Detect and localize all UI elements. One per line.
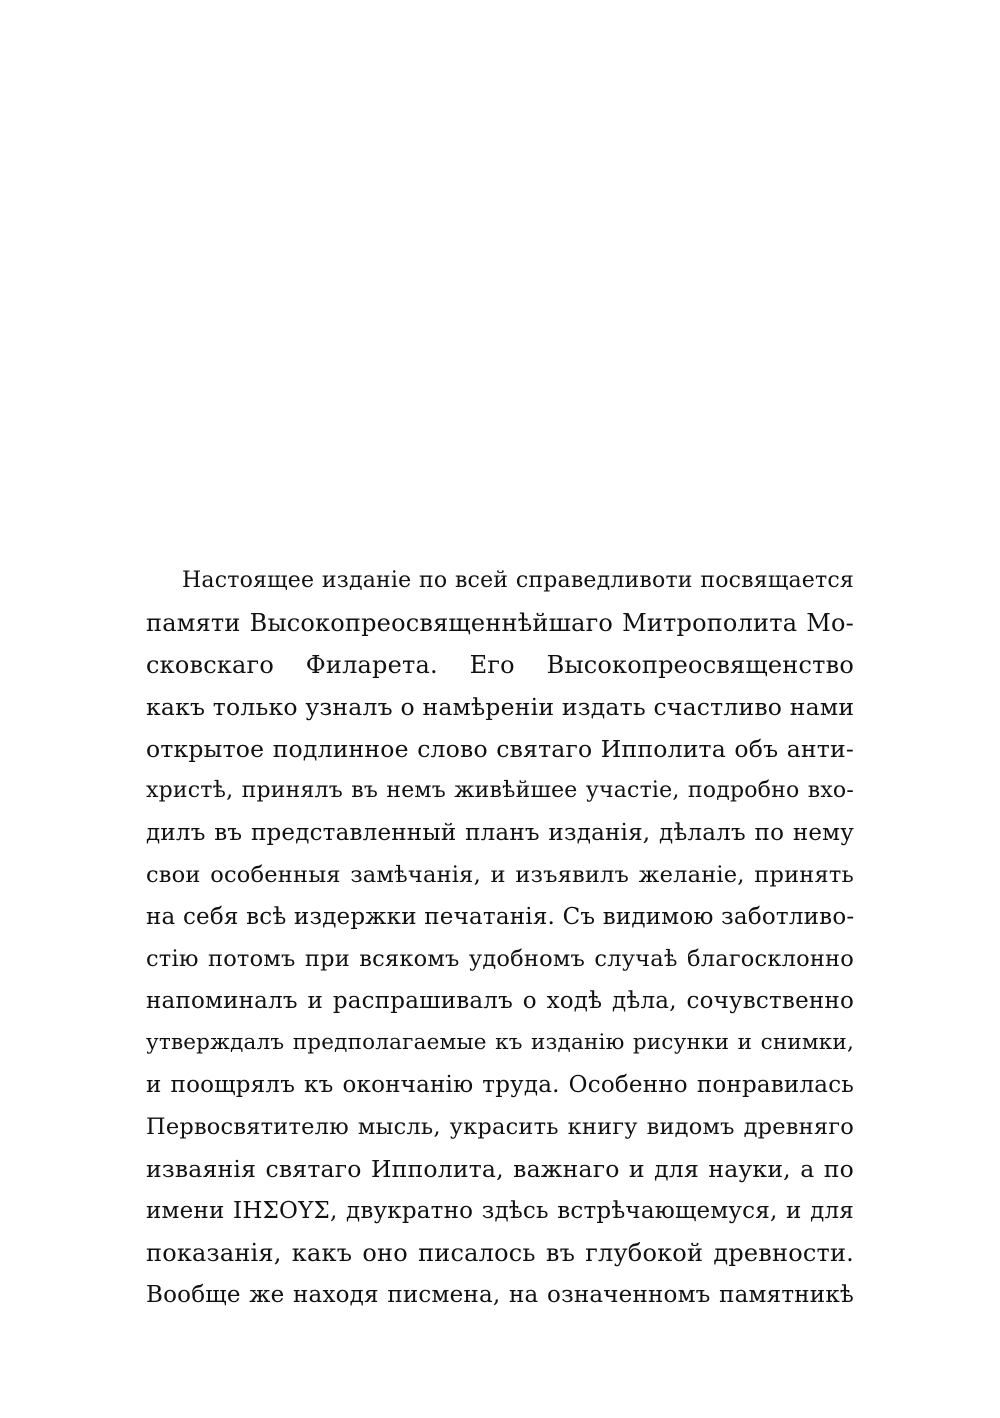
- text-line: Настоящее изданіе по всей справедливоти посвящается: [182, 568, 854, 593]
- text-line: напоминалъ и распрашивалъ о ходѣ дѣла, сочувственно: [146, 988, 854, 1014]
- text-line: показанія, какъ оно писалось въ глубокой древности.: [146, 1239, 854, 1267]
- text-line: христѣ, принялъ въ немъ живѣйшее участіе, подробно вхо-: [146, 778, 854, 803]
- text-line: дилъ въ представленный планъ изданія, дѣлалъ по нему: [146, 820, 854, 846]
- text-line: Первосвятителю мысль, украсить книгу видомъ древняго: [146, 1114, 854, 1140]
- text-line: утверждалъ предполагаемые къ изданію рисунки и снимки,: [146, 1030, 854, 1055]
- text-line: стію потомъ при всякомъ удобномъ случаѣ благосклонно: [146, 946, 854, 972]
- text-line: сковскаго Филарета. Его Высокопреосвященство: [146, 651, 854, 679]
- text-line: памяти Высокопреосвященнѣйшаго Митрополита Мо-: [146, 609, 854, 637]
- text-line: изваянія святаго Ипполита, важнаго и для науки, а по: [146, 1155, 854, 1183]
- text-line: какъ только узналъ о намѣреніи издать счастливо нами: [146, 693, 855, 721]
- text-line: на себя всѣ издержки печатанія. Съ видимою заботливо-: [146, 904, 855, 930]
- text-line: имени ІНΣΟΥΣ, двукратно здѣсь встрѣчающемуся, и для: [146, 1198, 854, 1224]
- text-line: свои особенныя замѣчанія, и изъявилъ желаніе, принять: [146, 862, 854, 888]
- body-paragraph: [146, 560, 854, 1316]
- text-line: открытое подлинное слово святаго Ипполита объ анти-: [146, 735, 854, 763]
- text-line: Вообще же находя писмена, на означенномъ памятникѣ: [146, 1282, 854, 1308]
- text-line: и поощрялъ къ окончанію труда. Особенно понравилась: [146, 1072, 854, 1098]
